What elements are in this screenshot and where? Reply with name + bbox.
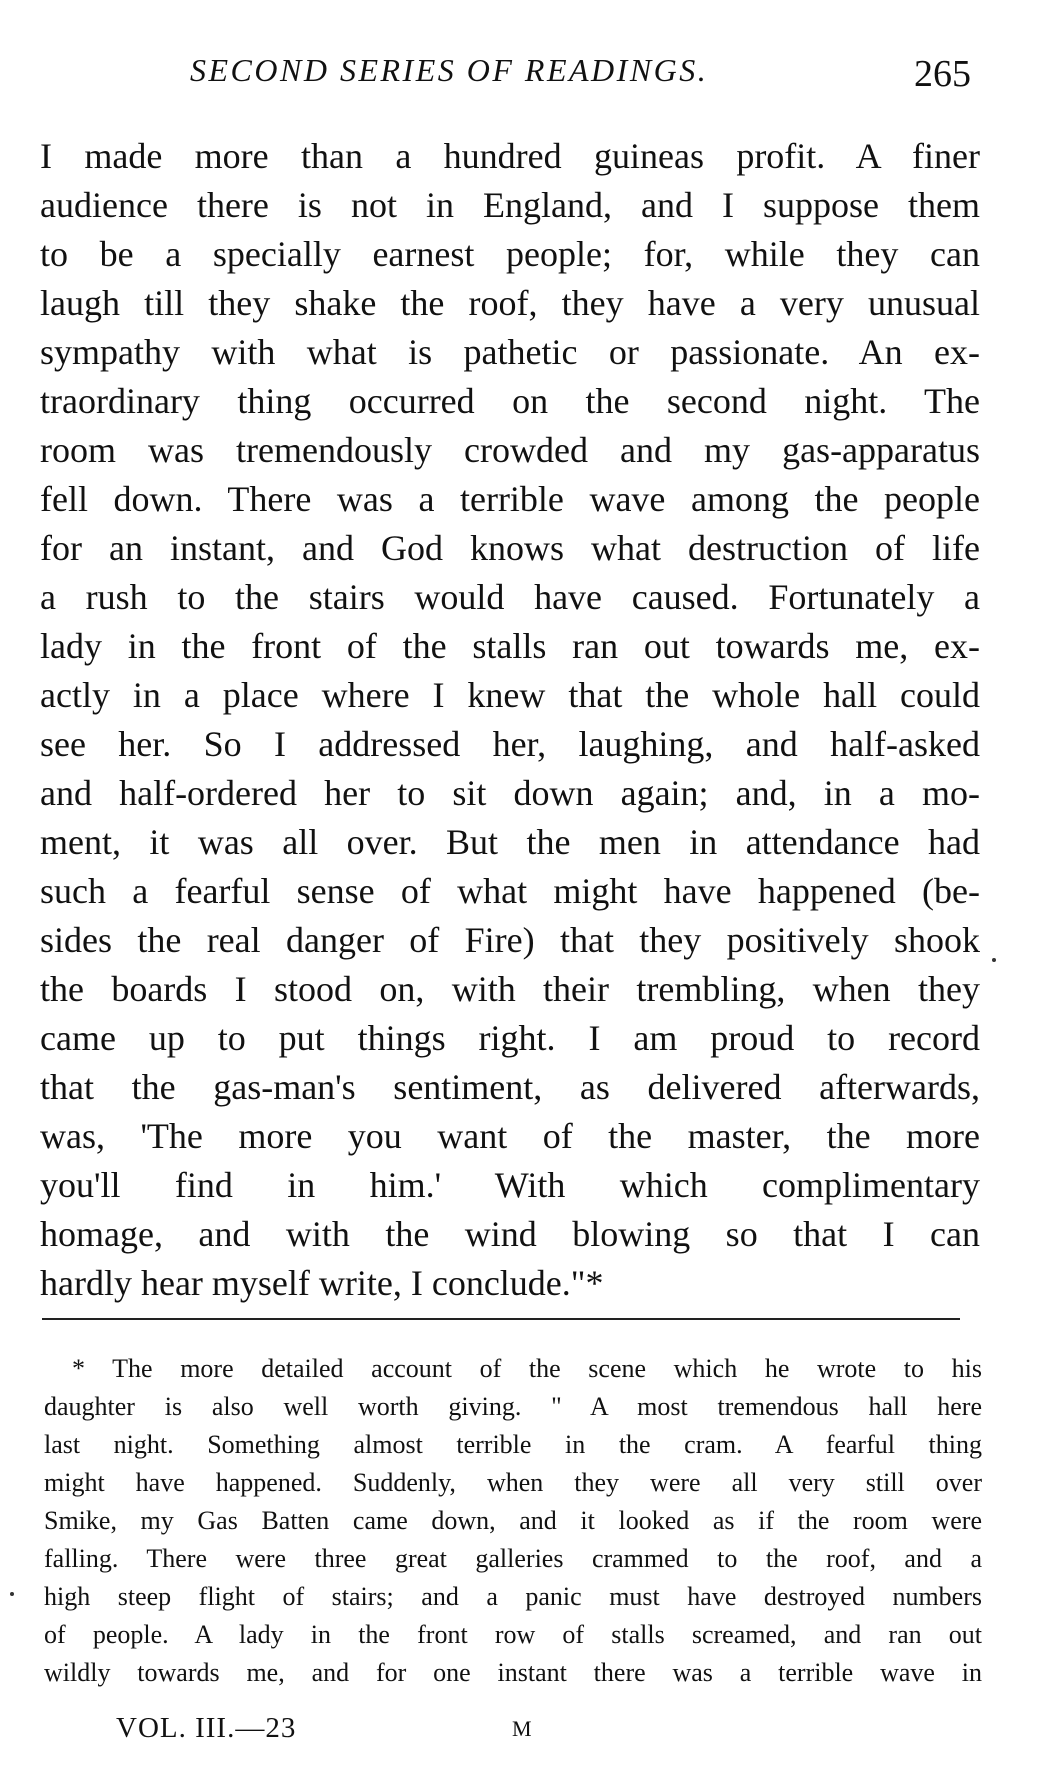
body-line: ment, it was all over. But the men in attendance had (40, 822, 980, 862)
body-line: traordinary thing occurred on the second night. The (40, 381, 980, 421)
footnote-line: might have happened. Suddenly, when they were all very still over (44, 1468, 982, 1497)
body-line: lady in the front of the stalls ran out towards me, ex- (40, 626, 980, 666)
signature-volume: VOL. III.—23 (116, 1712, 297, 1744)
margin-speck (10, 1592, 14, 1596)
body-line: actly in a place where I knew that the whole hall could (40, 675, 980, 715)
body-line: laugh till they shake the roof, they have a very unusual (40, 283, 980, 323)
footnote-rule (42, 1318, 960, 1320)
footnote-line: high steep flight of stairs; and a panic must have destroyed numbers (44, 1582, 982, 1611)
body-line: fell down. There was a terrible wave among the people (40, 479, 980, 519)
footnote (44, 1350, 982, 1692)
body-line: sides the real danger of Fire) that they positively shook (40, 920, 980, 960)
body-line: see her. So I addressed her, laughing, and half-asked (40, 724, 980, 764)
body-line: I made more than a hundred guineas profit. A finer (40, 136, 980, 176)
body-line: the boards I stood on, with their trembling, when they (40, 969, 980, 1009)
body-line: came up to put things right. I am proud to record (40, 1018, 980, 1058)
body-text (40, 132, 980, 1308)
page-number: 265 (914, 53, 971, 95)
body-line: that the gas-man's sentiment, as delivered afterwards, (40, 1067, 980, 1107)
body-line: to be a specially earnest people; for, while they can (40, 234, 980, 274)
footnote-line: * The more detailed account of the scene which he wrote to his (72, 1354, 982, 1383)
body-line: you'll find in him.' With which complimentary (40, 1165, 980, 1205)
body-line: and half-ordered her to sit down again; and, in a mo- (40, 773, 980, 813)
body-line: such a fearful sense of what might have happened (be- (40, 871, 980, 911)
footnote-line: last night. Something almost terrible in the cram. A fearful thing (44, 1430, 982, 1459)
body-line: room was tremendously crowded and my gas-apparatus (40, 430, 980, 470)
footnote-line: wildly towards me, and for one instant there was a terrible wave in (44, 1658, 982, 1687)
margin-speck (992, 958, 996, 962)
body-line: sympathy with what is pathetic or passionate. An ex- (40, 332, 980, 372)
footnote-line: of people. A lady in the front row of stalls screamed, and ran out (44, 1620, 982, 1649)
body-line: for an instant, and God knows what destruction of life (40, 528, 980, 568)
signature-mark: M (512, 1716, 532, 1741)
footnote-line: falling. There were three great galleries crammed to the roof, and a (44, 1544, 982, 1573)
footnote-line: daughter is also well worth giving. " A most tremendous hall here (44, 1392, 982, 1421)
running-title: SECOND SERIES OF READINGS. (190, 52, 709, 88)
body-line: was, 'The more you want of the master, the more (40, 1116, 980, 1156)
body-line: homage, and with the wind blowing so that I can (40, 1214, 980, 1254)
body-line: hardly hear myself write, I conclude."* (40, 1263, 604, 1303)
body-line: a rush to the stairs would have caused. Fortunately a (40, 577, 980, 617)
footnote-line: Smike, my Gas Batten came down, and it looked as if the room were (44, 1506, 982, 1535)
body-line: audience there is not in England, and I suppose them (40, 185, 980, 225)
